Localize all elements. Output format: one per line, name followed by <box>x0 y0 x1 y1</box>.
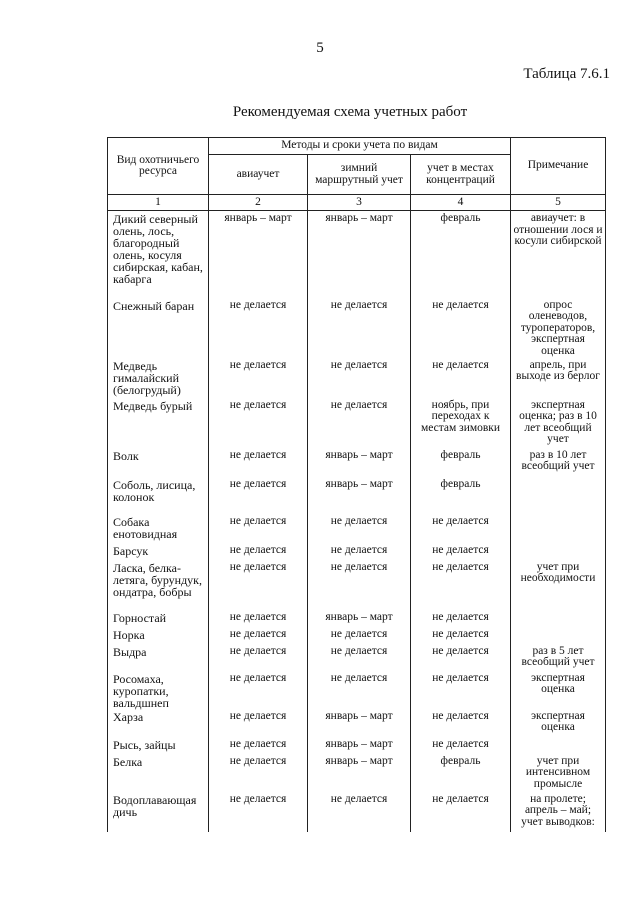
header-methods: Методы и сроки учета по видам <box>209 138 511 155</box>
table-label: Таблица 7.6.1 <box>523 66 610 82</box>
aviation-cell: не делается <box>209 610 308 627</box>
note-cell <box>511 610 606 627</box>
concentration-cell: февраль <box>411 448 511 477</box>
winter-route-cell: не делается <box>308 514 411 543</box>
concentration-cell: февраль <box>411 477 511 514</box>
concentration-cell: не делается <box>411 514 511 543</box>
concentration-cell: не делается <box>411 671 511 709</box>
table-row <box>108 560 606 610</box>
note-cell: раз в 10 лет всеобщий учет <box>511 448 606 477</box>
winter-route-cell: не делается <box>308 671 411 709</box>
note-cell: апрель, при выходе из берлог <box>511 358 606 398</box>
column-number: 4 <box>411 195 511 211</box>
page-number: 5 <box>316 40 324 56</box>
table-row <box>108 627 606 644</box>
note-cell <box>511 514 606 543</box>
table-row <box>108 671 606 709</box>
aviation-cell: не делается <box>209 514 308 543</box>
concentration-cell: не делается <box>411 644 511 671</box>
winter-route-cell: январь – март <box>308 737 411 754</box>
table-row <box>108 298 606 358</box>
column-number: 3 <box>308 195 411 211</box>
winter-route-cell: не делается <box>308 398 411 448</box>
species-cell: Волк <box>108 448 209 477</box>
table-row <box>108 792 606 832</box>
aviation-cell: не делается <box>209 671 308 709</box>
concentration-cell: ноябрь, при переходах к местам зимовки <box>411 398 511 448</box>
aviation-cell: не делается <box>209 543 308 560</box>
winter-route-cell: не делается <box>308 298 411 358</box>
winter-route-cell: январь – март <box>308 610 411 627</box>
header-concentration: учет в местах концентраций <box>411 155 511 195</box>
winter-route-cell: не делается <box>308 644 411 671</box>
winter-route-cell: январь – март <box>308 709 411 737</box>
aviation-cell: не делается <box>209 560 308 610</box>
concentration-cell: февраль <box>411 211 511 298</box>
winter-route-cell: не делается <box>308 543 411 560</box>
column-number: 2 <box>209 195 308 211</box>
table-row <box>108 610 606 627</box>
concentration-cell: февраль <box>411 754 511 792</box>
aviation-cell: не делается <box>209 792 308 832</box>
species-cell: Снежный баран <box>108 298 209 358</box>
table-row <box>108 514 606 543</box>
species-cell: Харза <box>108 709 209 737</box>
winter-route-cell: январь – март <box>308 754 411 792</box>
note-cell <box>511 627 606 644</box>
concentration-cell: не делается <box>411 737 511 754</box>
note-cell: учет при необходимости <box>511 560 606 610</box>
winter-route-cell: январь – март <box>308 211 411 298</box>
aviation-cell: не делается <box>209 477 308 514</box>
species-cell: Белка <box>108 754 209 792</box>
header-winter-route: зимний маршрутный учет <box>308 155 411 195</box>
concentration-cell: не делается <box>411 627 511 644</box>
note-cell <box>511 737 606 754</box>
species-cell: Выдра <box>108 644 209 671</box>
concentration-cell: не делается <box>411 543 511 560</box>
note-cell: экспертная оценка <box>511 709 606 737</box>
aviation-cell: не делается <box>209 644 308 671</box>
accounting-schema-table <box>107 137 606 832</box>
header-note: Примечание <box>511 138 606 195</box>
aviation-cell: январь – март <box>209 211 308 298</box>
aviation-cell: не делается <box>209 358 308 398</box>
table-row <box>108 543 606 560</box>
winter-route-cell: не делается <box>308 358 411 398</box>
document-title: Рекомендуемая схема учетных работ <box>232 104 468 120</box>
header-aviation: авиаучет <box>209 155 308 195</box>
aviation-cell: не делается <box>209 448 308 477</box>
species-cell: Росомаха, куропатки, вальдшнеп <box>108 671 209 709</box>
note-cell: экспертная оценка <box>511 671 606 709</box>
species-cell: Медведь бурый <box>108 398 209 448</box>
species-cell: Собака енотовидная <box>108 514 209 543</box>
aviation-cell: не делается <box>209 737 308 754</box>
species-cell: Медведь гималайский (белогрудый) <box>108 358 209 398</box>
species-cell: Соболь, лисица, колонок <box>108 477 209 514</box>
note-cell: авиаучет: в отношении лося и косули сибирской <box>511 211 606 298</box>
table-row <box>108 477 606 514</box>
aviation-cell: не делается <box>209 298 308 358</box>
column-number: 5 <box>511 195 606 211</box>
aviation-cell: не делается <box>209 709 308 737</box>
table-row <box>108 737 606 754</box>
note-cell: экспертная оценка; раз в 10 лет всеобщий учет <box>511 398 606 448</box>
concentration-cell: не делается <box>411 709 511 737</box>
table-row <box>108 754 606 792</box>
column-number: 1 <box>108 195 209 211</box>
species-cell: Рысь, зайцы <box>108 737 209 754</box>
winter-route-cell: январь – март <box>308 477 411 514</box>
concentration-cell: не делается <box>411 610 511 627</box>
winter-route-cell: не делается <box>308 560 411 610</box>
aviation-cell: не делается <box>209 754 308 792</box>
table-row <box>108 211 606 298</box>
species-cell: Водоплавающая дичь <box>108 792 209 832</box>
header-species: Вид охотничьего ресурса <box>108 138 209 195</box>
species-cell: Норка <box>108 627 209 644</box>
species-cell: Горностай <box>108 610 209 627</box>
table-row <box>108 709 606 737</box>
concentration-cell: не делается <box>411 792 511 832</box>
note-cell: раз в 5 лет всеобщий учет <box>511 644 606 671</box>
winter-route-cell: январь – март <box>308 448 411 477</box>
note-cell: учет при интенсивном промысле <box>511 754 606 792</box>
species-cell: Барсук <box>108 543 209 560</box>
species-cell: Ласка, белка-летяга, бурундук, ондатра, бобры <box>108 560 209 610</box>
winter-route-cell: не делается <box>308 792 411 832</box>
concentration-cell: не делается <box>411 560 511 610</box>
aviation-cell: не делается <box>209 627 308 644</box>
table-row <box>108 358 606 398</box>
aviation-cell: не делается <box>209 398 308 448</box>
table-row <box>108 448 606 477</box>
note-cell <box>511 477 606 514</box>
note-cell: опрос оленеводов, туроператоров, экспертная оценка <box>511 298 606 358</box>
note-cell: на пролете; апрель – май; учет выводков: <box>511 792 606 832</box>
concentration-cell: не делается <box>411 358 511 398</box>
species-cell: Дикий северный олень, лось, благородный олень, косуля сибирская, кабан, кабарга <box>108 211 209 298</box>
winter-route-cell: не делается <box>308 627 411 644</box>
table-row <box>108 644 606 671</box>
concentration-cell: не делается <box>411 298 511 358</box>
note-cell <box>511 543 606 560</box>
table-row <box>108 398 606 448</box>
